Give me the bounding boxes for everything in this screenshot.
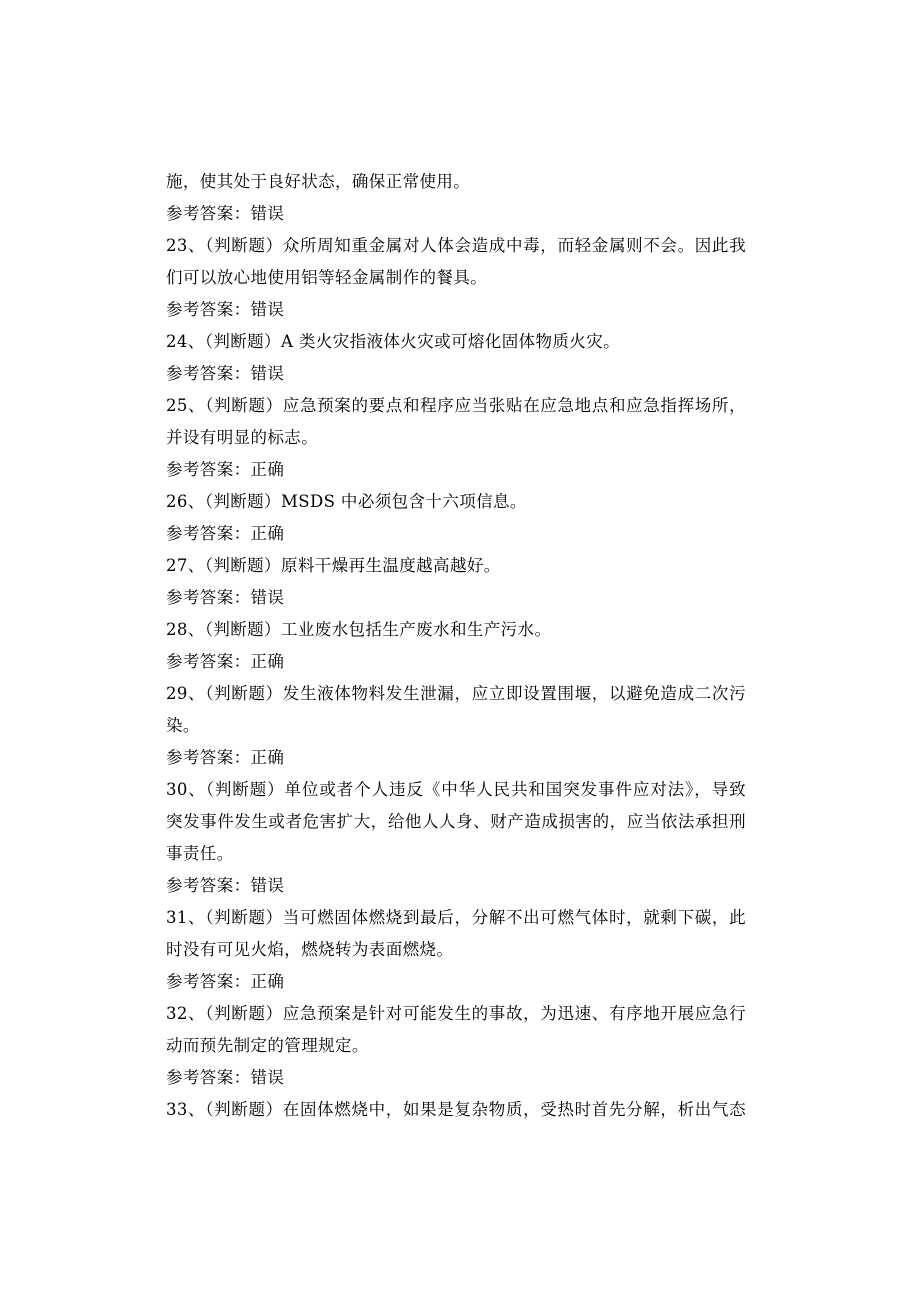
question-line: 们可以放心地使用铝等轻金属制作的餐具。 — [166, 268, 488, 287]
answer-line: 参考答案：错误 — [166, 1068, 285, 1087]
question-line: 事责任。 — [166, 844, 234, 863]
question-line: 并设有明显的标志。 — [166, 428, 319, 447]
answer-line: 参考答案：正确 — [166, 524, 285, 543]
question-line: 27、（判断题）原料干燥再生温度越高越好。 — [166, 556, 501, 575]
question-line: 30、（判断题）单位或者个人违反《中华人民共和国突发事件应对法》，导致 — [166, 780, 746, 799]
question-line: 染。 — [166, 716, 200, 735]
answer-line: 参考答案：正确 — [166, 652, 285, 671]
question-line: 突发事件发生或者危害扩大，给他人人身、财产造成损害的，应当依法承担刑 — [166, 812, 746, 831]
question-line: 32、（判断题）应急预案是针对可能发生的事故，为迅速、有序地开展应急行 — [166, 1004, 746, 1023]
question-line: 29、（判断题）发生液体物料发生泄漏，应立即设置围堰，以避免造成二次污 — [166, 684, 746, 703]
answer-line: 参考答案：正确 — [166, 748, 285, 767]
answer-line: 参考答案：错误 — [166, 876, 285, 895]
question-line: 33、（判断题）在固体燃烧中，如果是复杂物质，受热时首先分解，析出气态 — [166, 1100, 746, 1119]
answer-line: 参考答案：错误 — [166, 364, 285, 383]
question-line: 28、（判断题）工业废水包括生产废水和生产污水。 — [166, 620, 552, 639]
answer-line: 参考答案：错误 — [166, 588, 285, 607]
document-body — [166, 166, 746, 1126]
question-line: 26、（判断题）MSDS 中必须包含十六项信息。 — [166, 492, 527, 511]
question-line: 动而预先制定的管理规定。 — [166, 1036, 369, 1055]
question-line: 施，使其处于良好状态，确保正常使用。 — [166, 172, 471, 191]
question-line: 31、（判断题）当可燃固体燃烧到最后，分解不出可燃气体时，就剩下碳，此 — [166, 908, 746, 927]
question-line: 24、（判断题）A 类火灾指液体火灾或可熔化固体物质火灾。 — [166, 332, 621, 351]
answer-line: 参考答案：错误 — [166, 204, 285, 223]
answer-line: 参考答案：错误 — [166, 300, 285, 319]
document-page — [166, 166, 746, 1126]
question-line: 25、（判断题）应急预案的要点和程序应当张贴在应急地点和应急指挥场所， — [166, 396, 746, 415]
question-line: 时没有可见火焰，燃烧转为表面燃烧。 — [166, 940, 454, 959]
question-line: 23、（判断题）众所周知重金属对人体会造成中毒，而轻金属则不会。因此我 — [166, 236, 746, 255]
answer-line: 参考答案：正确 — [166, 460, 285, 479]
answer-line: 参考答案：正确 — [166, 972, 285, 991]
